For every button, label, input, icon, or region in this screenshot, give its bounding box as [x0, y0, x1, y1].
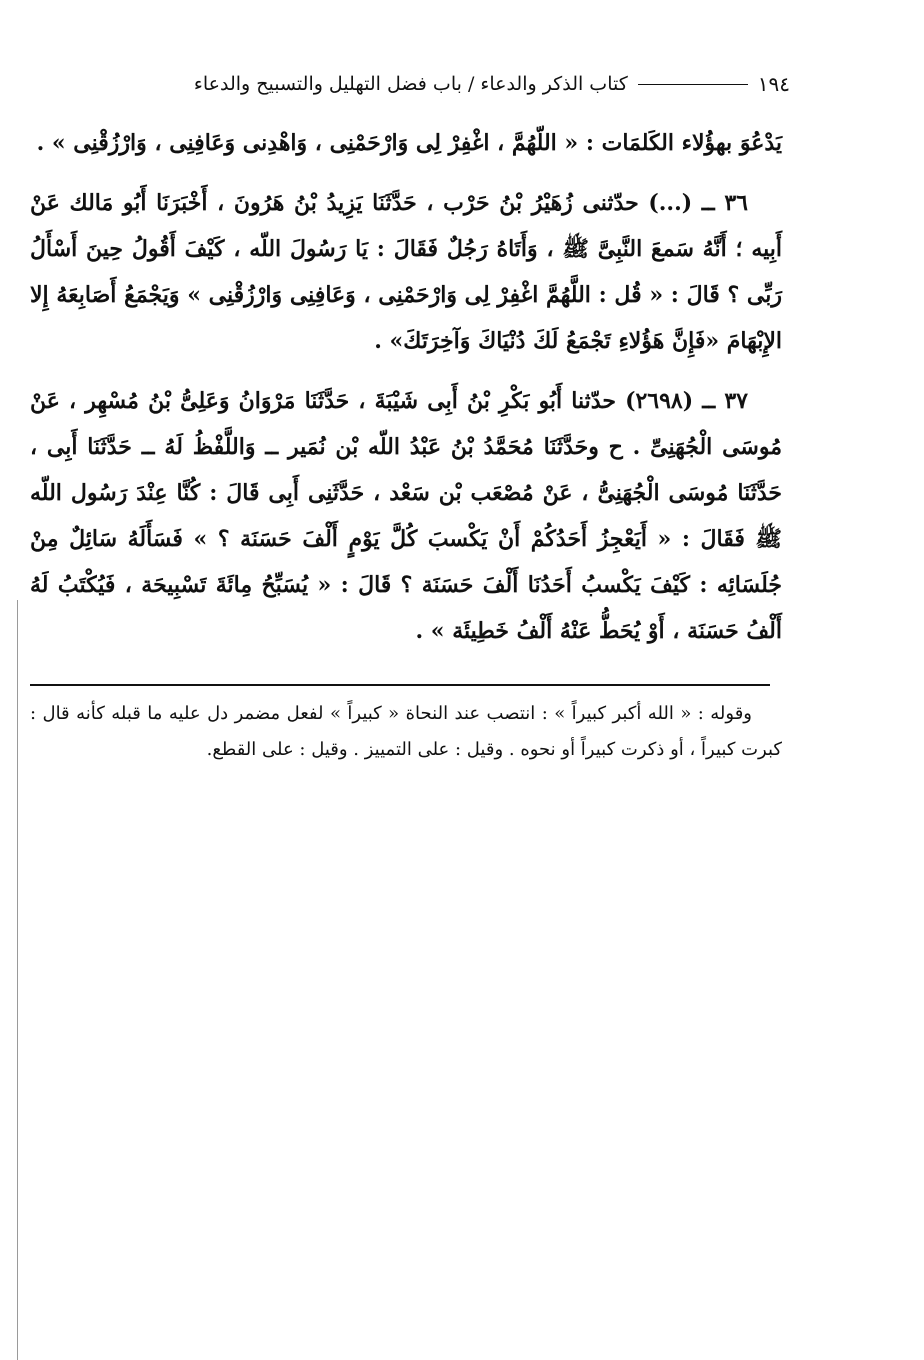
header-rule: [638, 84, 748, 85]
footnote-text: وقوله : « الله أكبر كبيراً » : انتصب عند النحاة « كبيراً » لفعل مضمر دل عليه ما قبله كأنه قال : كبرت كبيراً ، أو ذكرت كبيراً أو نحوه . وقيل : على التمييز . وقيل : على القطع.: [30, 703, 782, 760]
running-title: كتاب الذكر والدعاء / باب فضل التهليل والتسبيح والدعاء: [193, 73, 628, 95]
hadith-37-paragraph: ٣٧ ــ (٢٦٩٨) حدّثنا أَبُو بَكْرِ بْنُ أَبِى شَيْبَةَ ، حَدَّثَنَا مَرْوَانُ وَعَلِىُّ بْنُ مُسْهِر ، عَنْ مُوسَى الْجُهَنِىِّ . ح وحَدَّثَنَا مُحَمَّدُ بْنُ عَبْدُ اللّه بْن نُمَير ــ وَاللَّفْظُ لَهُ ــ حَدَّثَنَا أَبِى ، حَدَّثَنَا مُوسَى الْجُهَنِىُّ ، عَنْ مُصْعَب بْن سَعْد ، حَدَّثَنِى أَبِى قَالَ : كُنَّا عِنْدَ رَسُول اللّه ﷺ فَقَالَ : « أَيَعْجِزُ أَحَدُكُمْ أَنْ يَكْسبَ كُلَّ يَوْمٍ أَلْفَ حَسَنَة ؟ » فَسَأَلَهُ سَائِلٌ مِنْ جُلَسَائِه : كَيْفَ يَكْسبُ أَحَدُنَا أَلْفَ حَسَنَة ؟ قَالَ : « يُسَبِّحُ مِائَةَ تَسْبِيحَة ، فَيُكْتَبُ لَهُ أَلْفُ حَسَنَة ، أَوْ يُحَطُّ عَنْهُ أَلْفُ خَطِيئَة » .: [30, 388, 782, 644]
footnote-rule: [30, 684, 770, 686]
main-text: [30, 120, 782, 654]
continuation-paragraph: يَدْعُوَ بهؤُلاء الكَلمَات : « اللّهُمَّ ، اغْفِرْ لِى وَارْحَمْنِى ، وَاهْدِنى وَعَافِنِى ، وَارْزُقْنِى » .: [36, 130, 782, 156]
hadith-36-paragraph: ٣٦ ــ (...) حدّثنى زُهَيْرُ بْنُ حَرْب ، حَدَّثَنَا يَزِيدُ بْنُ هَرُونَ ، أَخْبَرَنَا أَبُو مَالك عَنْ أَبِيه ؛ أَنَّهُ سَمعَ النَّبِىَّ ﷺ ، وَأَتَاهُ رَجُلٌ فَقَالَ : يَا رَسُولَ اللّه ، كَيْفَ أَقُولُ حِينَ أَسْأَلُ رَبِّى ؟ قَالَ : « قُل : اللَّهُمَّ اغْفِرْ لِى وَارْحَمْنِى ، وَعَافِنِى وَارْزُقْنِى » وَيَجْمَعُ أَصَابِعَهُ إِلا الإِبْهَامَ «فَإِنَّ هَؤُلاءِ تَجْمَعُ لَكَ دُنْيَاكَ وَآخِرَتَكَ» .: [30, 190, 782, 354]
page-header: [30, 66, 790, 102]
footnote: [30, 696, 782, 768]
page-gutter-line: [17, 600, 18, 1360]
page-number: ١٩٤: [757, 72, 790, 96]
